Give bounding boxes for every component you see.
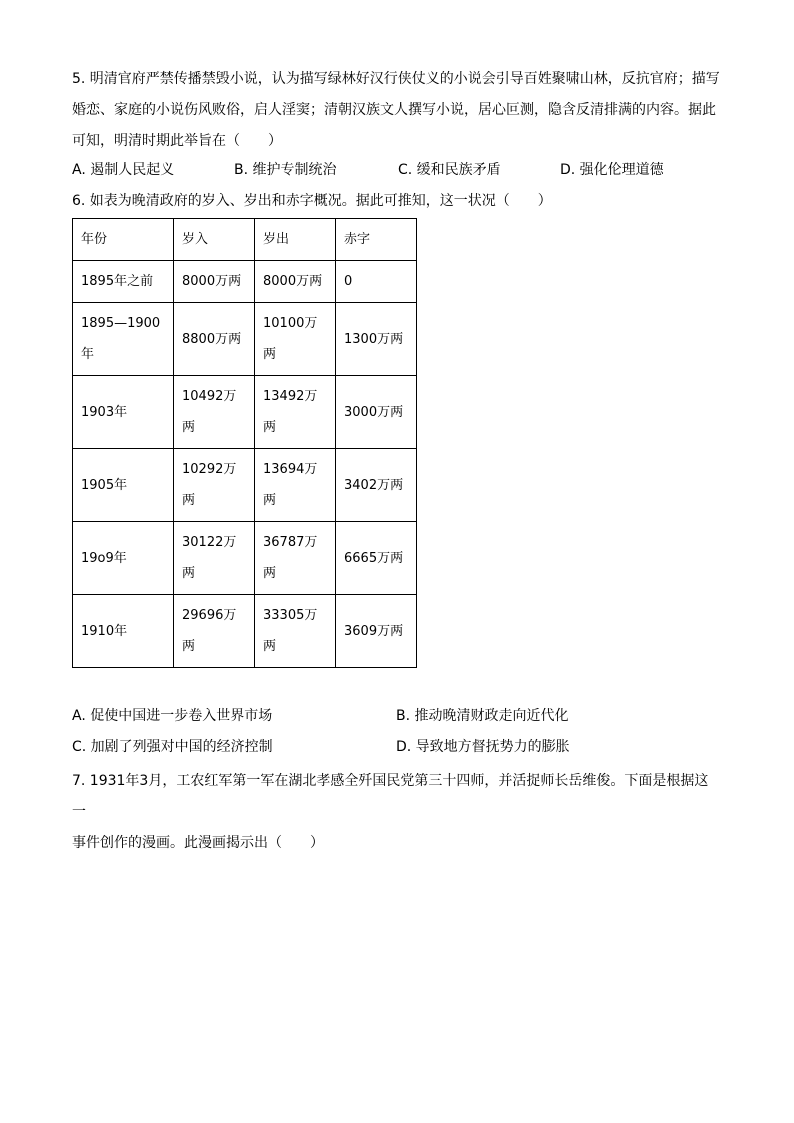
table-cell: 0 [336, 261, 417, 303]
question-6-option-d[interactable]: D. 导致地方督抚势力的膨胀 [396, 739, 570, 755]
table-cell: 10292万两 [174, 449, 255, 522]
question-5-option-c[interactable]: C. 缓和民族矛盾 [398, 162, 501, 178]
revenue-table [72, 218, 417, 668]
question-6-options-row-2 [72, 736, 722, 758]
question-7 [72, 766, 722, 859]
question-6-options-row-1 [72, 705, 722, 727]
question-5-options [72, 159, 722, 181]
table-cell: 13694万两 [255, 449, 336, 522]
table-header-cell: 赤字 [336, 219, 417, 261]
question-5-option-a[interactable]: A. 遏制人民起义 [72, 162, 175, 178]
table-cell: 3609万两 [336, 595, 417, 668]
table-row [73, 376, 417, 449]
table-cell: 29696万两 [174, 595, 255, 668]
table-cell: 8000万两 [255, 261, 336, 303]
table-cell: 36787万两 [255, 522, 336, 595]
table-cell: 1895年之前 [73, 261, 174, 303]
table-row [73, 303, 417, 376]
table-cell: 8800万两 [174, 303, 255, 376]
table-cell: 3402万两 [336, 449, 417, 522]
question-6-option-b[interactable]: B. 推动晚清财政走向近代化 [396, 708, 569, 724]
question-5-option-b[interactable]: B. 维护专制统治 [234, 162, 337, 178]
table-row [73, 595, 417, 668]
table-cell: 30122万两 [174, 522, 255, 595]
question-7-line-2: 事件创作的漫画。此漫画揭示出（ ） [72, 835, 324, 851]
table-row [73, 261, 417, 303]
question-7-line-1: 7. 1931年3月，工农红军第一军在湖北孝感全歼国民党第三十四师，并活捉师长岳维俊。下面是根据这一 [72, 773, 709, 820]
question-5-line-2: 婚恋、家庭的小说伤风败俗，启人淫窦；清朝汉族文人撰写小说，居心叵测，隐含反清排满的内容。据此 [72, 102, 716, 118]
table-cell: 33305万两 [255, 595, 336, 668]
question-6-option-c[interactable]: C. 加剧了列强对中国的经济控制 [72, 739, 273, 755]
table-cell: 3000万两 [336, 376, 417, 449]
table-cell: 10100万两 [255, 303, 336, 376]
table-header-cell: 岁入 [174, 219, 255, 261]
table-cell: 1300万两 [336, 303, 417, 376]
table-cell: 1910年 [73, 595, 174, 668]
question-5-option-d[interactable]: D. 强化伦理道德 [560, 162, 664, 178]
table-header-cell: 年份 [73, 219, 174, 261]
table-cell: 19o9年 [73, 522, 174, 595]
table-cell: 1905年 [73, 449, 174, 522]
question-5-line-3: 可知，明清时期此举旨在（ ） [72, 133, 282, 149]
table-cell: 8000万两 [174, 261, 255, 303]
table-cell: 10492万两 [174, 376, 255, 449]
table-header-row [73, 219, 417, 261]
table-cell: 6665万两 [336, 522, 417, 595]
table-row [73, 449, 417, 522]
table-row [73, 522, 417, 595]
question-6-stem: 6. 如表为晚清政府的岁入、岁出和赤字概况。据此可推知，这一状况（ ） [72, 193, 552, 209]
table-cell: 1903年 [73, 376, 174, 449]
table-cell: 1895—1900年 [73, 303, 174, 376]
question-5 [72, 64, 722, 157]
table-cell: 13492万两 [255, 376, 336, 449]
question-5-line-1: 5. 明清官府严禁传播禁毁小说，认为描写绿林好汉行侠仗义的小说会引导百姓聚啸山林，反抗官府；描写 [72, 71, 720, 87]
table-header-cell: 岁出 [255, 219, 336, 261]
question-6-option-a[interactable]: A. 促使中国进一步卷入世界市场 [72, 708, 273, 724]
